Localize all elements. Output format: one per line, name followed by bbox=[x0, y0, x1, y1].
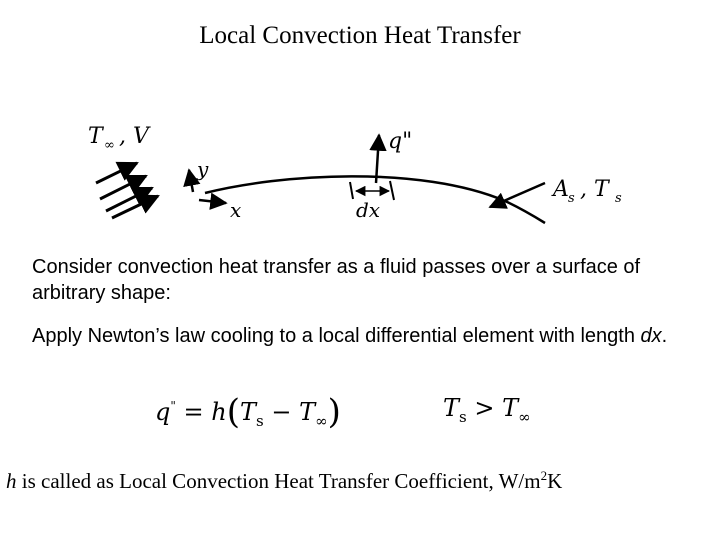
y-axis-label: y bbox=[197, 157, 209, 181]
freestream-temp-sub: ∞ bbox=[315, 412, 328, 430]
equals-h: = h bbox=[175, 398, 227, 426]
flux-symbol: q bbox=[155, 398, 171, 426]
surface-temp-subscript: s bbox=[615, 191, 622, 206]
intro-paragraph: Consider convection heat transfer as a fluid passes over a surface of arbitrary shape: bbox=[32, 256, 641, 304]
flow-arrow bbox=[112, 196, 158, 218]
surface-temp-symbol: T bbox=[443, 394, 460, 422]
area-label: A bbox=[553, 177, 569, 202]
open-paren: ( bbox=[226, 392, 240, 432]
minus-sign: − bbox=[263, 398, 300, 426]
close-paren: ) bbox=[327, 392, 341, 432]
freestream-temp-symbol: T bbox=[502, 394, 519, 422]
coefficient-definition bbox=[6, 468, 562, 494]
x-axis-arrow bbox=[199, 200, 226, 203]
newton-paragraph bbox=[32, 323, 692, 349]
convection-diagram bbox=[0, 0, 720, 240]
x-axis-label: x bbox=[230, 198, 242, 222]
surface-temp-sub: s bbox=[459, 408, 467, 426]
newton-text: Apply Newton’s law cooling to a local differential element with length bbox=[32, 325, 641, 347]
freestream-temp-sub: ∞ bbox=[518, 408, 531, 426]
freestream-velocity-label: , V bbox=[119, 124, 149, 149]
y-axis-arrow bbox=[189, 170, 193, 192]
temperature-condition bbox=[443, 394, 531, 426]
area-subscript: s bbox=[568, 191, 575, 206]
greater-than: > bbox=[466, 394, 503, 422]
element-boundary bbox=[390, 181, 394, 200]
flux-superscript: " bbox=[170, 399, 176, 413]
surface-temp-symbol: T bbox=[240, 398, 257, 426]
newton-cooling-equation bbox=[155, 392, 341, 432]
flow-arrow bbox=[96, 163, 137, 183]
unit-end: K bbox=[547, 469, 563, 493]
freestream-temp-subscript: ∞ bbox=[104, 138, 115, 153]
heat-flux-label: q" bbox=[388, 129, 413, 154]
h-symbol: h bbox=[6, 469, 17, 493]
freestream-temp-symbol: T bbox=[299, 398, 316, 426]
surface-temp-label: , T bbox=[580, 177, 609, 202]
freestream-temp-label: T bbox=[88, 124, 103, 149]
surface-temp-sub: s bbox=[256, 412, 264, 430]
dx-label: dx bbox=[356, 198, 381, 222]
dx-term: dx bbox=[640, 325, 662, 347]
slide-title: Local Convection Heat Transfer bbox=[199, 22, 521, 49]
surface-pointer-arrow bbox=[490, 183, 545, 207]
period: . bbox=[661, 325, 668, 347]
element-boundary bbox=[350, 182, 353, 199]
definition-text: is called as Local Convection Heat Transfer Coefficient, W/m bbox=[16, 469, 541, 493]
unit-exponent: 2 bbox=[540, 468, 548, 483]
